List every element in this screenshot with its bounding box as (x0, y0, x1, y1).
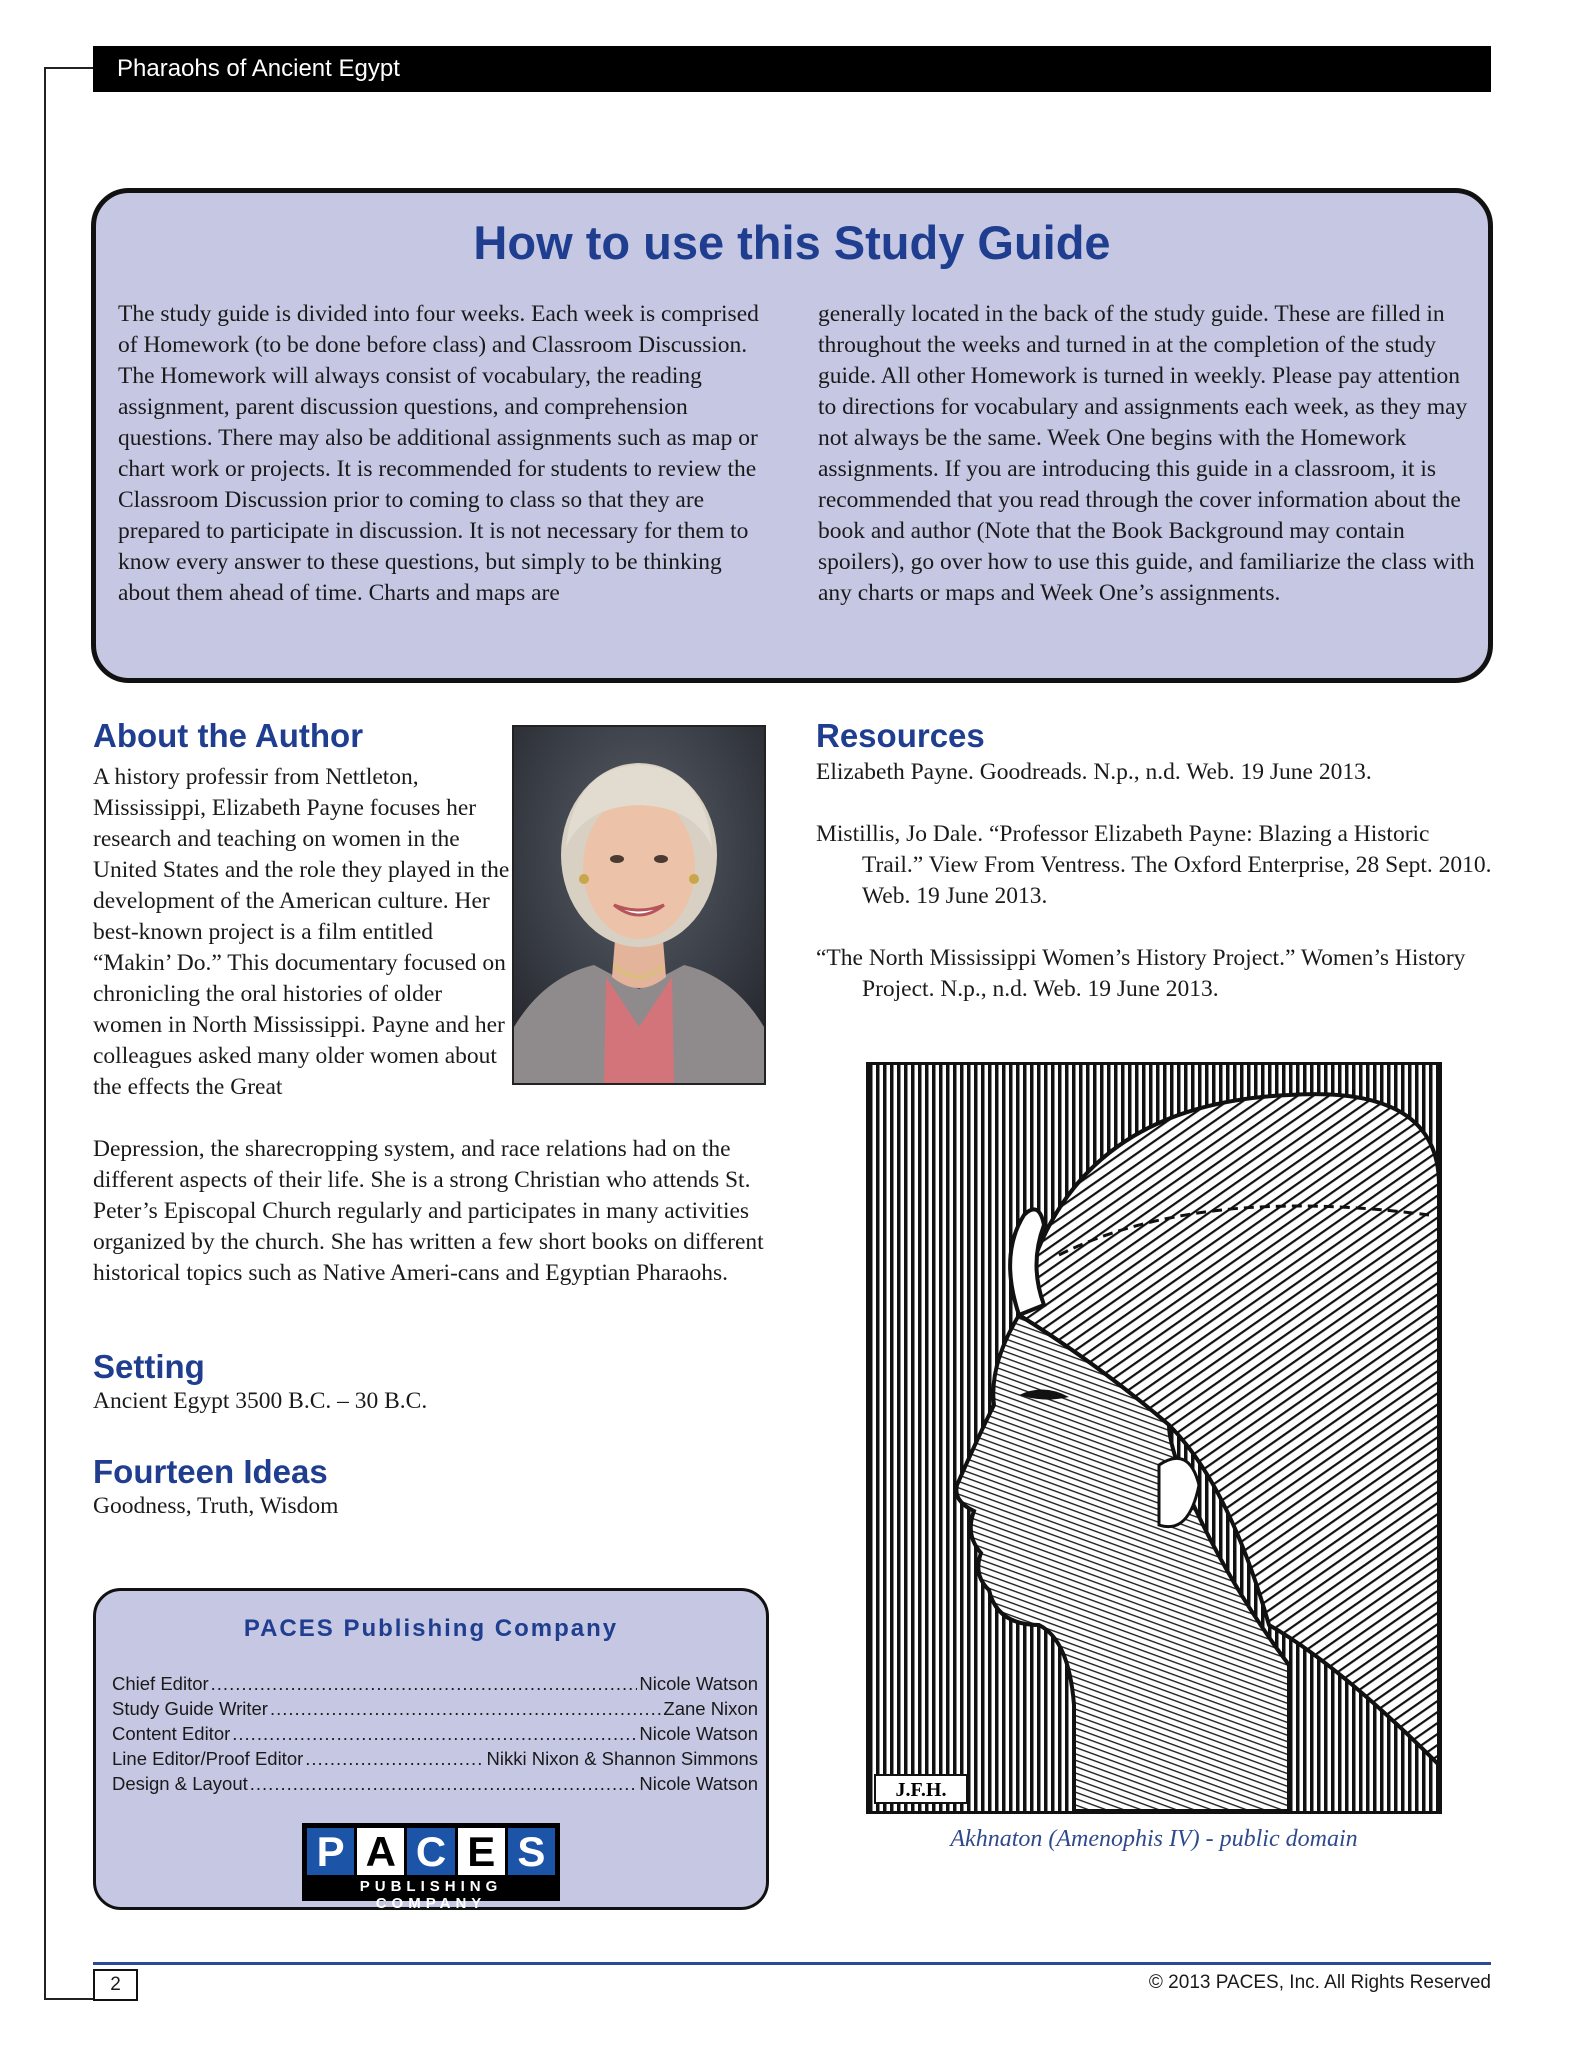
page-frame-line-left (44, 67, 46, 2000)
about-author-text-full: Depression, the sharecropping system, and race relations had on the different aspects of their life. She is a strong Christian who attends St. Peter’s Episcopal Church regularly and participates in many activities organized by the church. She has written a few short books on different historical topics such as Native Ameri-cans and Egyptian Pharaohs. (93, 1136, 764, 1286)
resource-item-2: Mistillis, Jo Dale. “Professor Elizabeth Payne: Blazing a Historic Trail.” View From Ventress. The Oxford Enterprise, 28 Sept. 2010. Web. 19 June 2013. (816, 821, 1492, 909)
credit-leader-dots (250, 1771, 638, 1796)
credit-name: Nicole Watson (639, 1673, 758, 1694)
about-author-heading: About the Author (93, 717, 364, 754)
author-portrait-illustration (514, 727, 764, 1083)
publisher-box (93, 1588, 769, 1910)
engraving-caption: Akhnaton (Amenophis IV) - public domain (950, 1826, 1358, 1852)
logo-letter: S (508, 1828, 555, 1875)
credit-leader-dots (270, 1696, 661, 1721)
credit-role: Line Editor/Proof Editor (112, 1748, 304, 1769)
credit-row (112, 1696, 758, 1721)
credit-role: Study Guide Writer (112, 1698, 268, 1719)
howto-title: How to use this Study Guide (473, 216, 1111, 269)
credit-row (112, 1771, 758, 1796)
about-author-text-wrapped: A history professir from Nettleton, Mississippi, Elizabeth Payne focuses her research and teaching on women in the United States and the role they played in the development of the American culture. Her best-known project is a film entitled “Makin’ Do.” This documentary focused on chronicling the oral histories of older women in North Mississippi. Payne and her colleagues asked many older women about the effects the Great (93, 764, 510, 1100)
credit-name: Nicole Watson (639, 1773, 758, 1794)
setting-heading: Setting (93, 1348, 205, 1385)
page-frame-line-bottom (44, 1998, 93, 2000)
paces-logo-letters (307, 1828, 555, 1875)
credit-name: Nicole Watson (639, 1723, 758, 1744)
ideas-heading: Fourteen Ideas (93, 1453, 328, 1490)
logo-letter: C (407, 1828, 454, 1875)
credit-role: Chief Editor (112, 1673, 209, 1694)
paces-logo (302, 1823, 560, 1912)
running-header-title: Pharaohs of Ancient Egypt (117, 55, 400, 82)
credit-role: Design & Layout (112, 1773, 248, 1794)
credit-role: Content Editor (112, 1723, 231, 1744)
logo-letter: P (307, 1828, 354, 1875)
publisher-title: PACES Publishing Company (243, 1615, 619, 1642)
credit-name: Nikki Nixon & Shannon Simmons (486, 1748, 758, 1769)
credit-name: Zane Nixon (663, 1698, 758, 1719)
credit-row (112, 1721, 758, 1746)
resources-heading: Resources (816, 717, 985, 754)
resource-item-3: “The North Mississippi Women’s History Project.” Women’s History Project. N.p., n.d. Web. 19 June 2013. (816, 945, 1466, 1002)
credit-row (112, 1671, 758, 1696)
credit-leader-dots (232, 1721, 637, 1746)
resource-item-1: Elizabeth Payne. Goodreads. N.p., n.d. Web. 19 June 2013. (816, 759, 1372, 785)
howto-column-2: generally located in the back of the study guide. These are filled in throughout the weeks and turned in at the completion of the study guide. All other Homework is turned in weekly. Please pay attention to directions for vocabulary and assignments each week, as they may not always be the same. Week One begins with the Homework assignments. If you are introducing this guide in a classroom, it is recommended that you read through the cover information about the book and author (Note that the Book Background may contain spoilers), go over how to use this guide, and familiarize the class with any charts or maps and Week One’s assignments. (818, 301, 1475, 606)
akhnaton-profile-illustration (869, 1065, 1439, 1811)
running-header (93, 46, 1491, 92)
logo-letter: A (357, 1828, 404, 1875)
engraving-monogram: J.F.H. (895, 1779, 947, 1801)
howto-column-1: The study guide is divided into four weeks. Each week is comprised of Homework (to be done before class) and Classroom Discussion. The Homework will always consist of vocabulary, the reading assignment, parent discussion questions, and comprehension questions. There may also be additional assignments such as map or chart work or projects. It is recommended for students to review the Classroom Discussion prior to coming to class so that they are prepared to participate in discussion. It is not necessary for them to know every answer to these questions, but simply to be thinking about them ahead of time. Charts and maps are (118, 301, 759, 606)
akhnaton-engraving (866, 1062, 1442, 1814)
copyright-notice: © 2013 PACES, Inc. All Rights Reserved (1148, 1972, 1491, 1993)
credit-row (112, 1746, 758, 1771)
ideas-text: Goodness, Truth, Wisdom (93, 1493, 339, 1519)
footer-rule (93, 1962, 1491, 1965)
paces-logo-subtitle: PUBLISHING COMPANY (359, 1878, 503, 1912)
howto-box (91, 188, 1493, 683)
logo-letter: E (458, 1828, 505, 1875)
page-number: 2 (93, 1969, 138, 2001)
credit-leader-dots (211, 1671, 638, 1696)
credit-leader-dots (305, 1746, 484, 1771)
author-photo (512, 725, 766, 1085)
setting-text: Ancient Egypt 3500 B.C. – 30 B.C. (93, 1388, 428, 1414)
credits-list (112, 1671, 758, 1796)
page-frame-line-top (44, 67, 93, 69)
